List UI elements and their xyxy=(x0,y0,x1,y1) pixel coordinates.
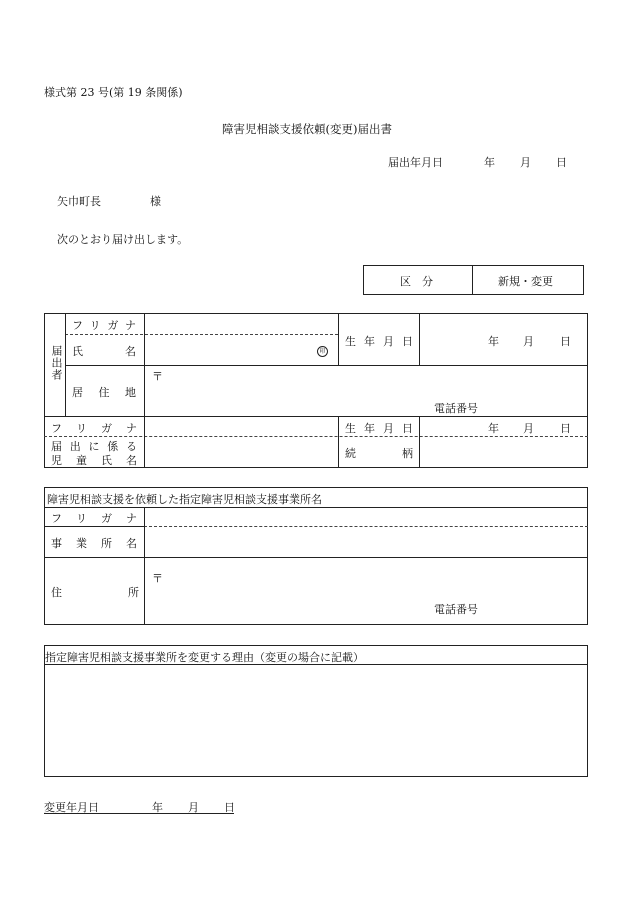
office-phone-label: 電話番号 xyxy=(434,603,478,616)
child-relation-label: 続 柄 xyxy=(345,447,413,460)
office-address-label-2: 所 xyxy=(128,586,139,599)
change-month: 月 xyxy=(188,801,199,814)
office-header: 障害児相談支援を依頼した指定障害児相談支援事業所名 xyxy=(47,493,322,506)
addressee-honorific: 様 xyxy=(150,195,161,208)
child-birth-month: 月 xyxy=(523,422,534,435)
applicant-name-label: 氏 名 xyxy=(72,345,136,358)
child-name-label-line1: 届 出 に 係 る xyxy=(51,440,137,453)
applicant-section-label: 届出者 xyxy=(50,345,63,381)
submission-month: 月 xyxy=(520,156,531,169)
applicant-furigana-label: フ リ ガ ナ xyxy=(72,319,136,332)
intro-text: 次のとおり届け出します。 xyxy=(57,233,189,246)
child-birth-year: 年 xyxy=(488,422,499,435)
addressee-name: 矢巾町長 xyxy=(57,195,101,208)
child-name-label-line2: 児 童 氏 名 xyxy=(51,454,137,467)
seal-icon: 印 xyxy=(317,346,328,357)
child-furigana-label: フ リ ガ ナ xyxy=(51,422,137,435)
change-date-label: 変更年月日 xyxy=(44,801,99,814)
submission-date-label: 届出年月日 xyxy=(388,156,443,169)
category-value[interactable]: 新規・変更 xyxy=(498,275,553,288)
office-furigana-label: フ リ ガ ナ xyxy=(51,512,137,525)
reason-text-area[interactable] xyxy=(50,670,580,770)
applicant-birth-day: 日 xyxy=(560,335,571,348)
applicant-birth-month: 月 xyxy=(523,335,534,348)
submission-year: 年 xyxy=(484,156,495,169)
office-name-label: 事 業 所 名 xyxy=(51,537,137,550)
form-number: 様式第 23 号(第 19 条関係) xyxy=(44,86,183,99)
change-year: 年 xyxy=(152,801,163,814)
applicant-address-label: 居 住 地 xyxy=(72,386,136,399)
applicant-birth-year: 年 xyxy=(488,335,499,348)
applicant-phone-label: 電話番号 xyxy=(434,402,478,415)
applicant-postal-mark: 〒 xyxy=(152,370,163,383)
reason-header: 指定障害児相談支援事業所を変更する理由（変更の場合に記載） xyxy=(45,651,364,664)
child-birthdate-label: 生 年 月 日 xyxy=(345,422,413,435)
form-title: 障害児相談支援依頼(変更)届出書 xyxy=(222,122,392,136)
category-label: 区 分 xyxy=(400,275,433,288)
child-birth-day: 日 xyxy=(560,422,571,435)
applicant-birthdate-label: 生 年 月 日 xyxy=(345,335,413,348)
office-postal-mark: 〒 xyxy=(152,572,163,585)
change-day: 日 xyxy=(224,801,235,814)
office-address-label-1: 住 xyxy=(51,586,62,599)
submission-day: 日 xyxy=(556,156,567,169)
